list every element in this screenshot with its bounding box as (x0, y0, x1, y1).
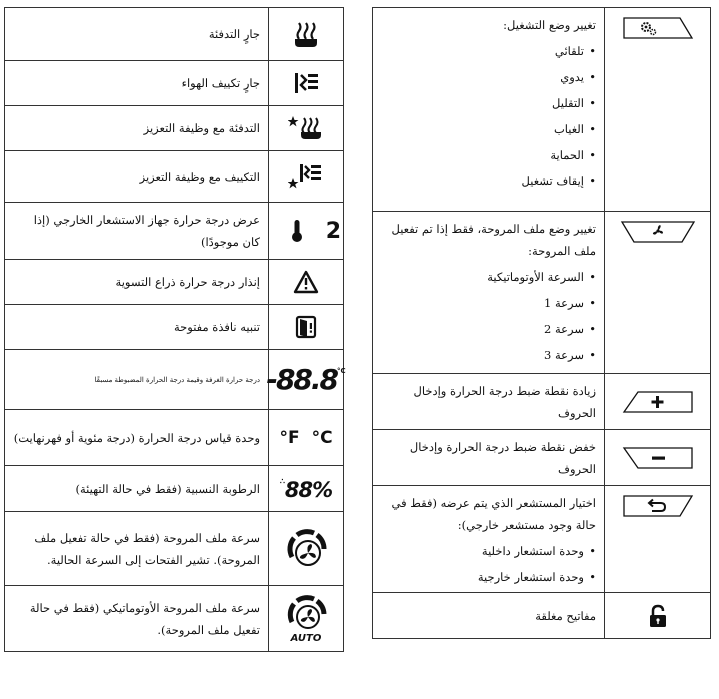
open-window-icon (269, 305, 344, 350)
display-digits: -88.8 (266, 363, 338, 396)
fan-speed-icon (269, 512, 344, 586)
minus-button-icon (605, 430, 711, 486)
back-button-icon (605, 486, 711, 593)
table-row (5, 466, 344, 512)
fan-mode-list (381, 264, 596, 368)
cooling-boost-icon (269, 151, 344, 203)
table-row (5, 512, 344, 586)
row-label: وحدة قياس درجة الحرارة (درجة مئوية أو فهرنهايت) (5, 410, 269, 466)
list-item: • سرعة 2 (381, 316, 596, 342)
row-label: سرعة ملف المروحة الأوتوماتيكي (فقط في حالة تفعيل ملف المروحة). (5, 586, 269, 652)
table-row (5, 586, 344, 652)
table-row (5, 305, 344, 350)
celsius-symbol: °C (311, 427, 333, 448)
fan-description (373, 212, 605, 374)
table-row (5, 106, 344, 151)
mode-button-icon (605, 8, 711, 212)
row-label: اختيار المستشعر الذي يتم عرضه (فقط في حالة وجود مستشعر خارجي): (391, 496, 596, 532)
padlock-icon (605, 593, 711, 639)
list-item: • وحدة استشعار خارجية (381, 564, 596, 590)
table-row (5, 410, 344, 466)
buttons-table (372, 7, 711, 639)
row-label: درجة حرارة الغرفة وقيمة درجة الحرارة المضبوطة مسبقًا (5, 350, 269, 410)
warning-icon (269, 260, 344, 305)
row-label: إنذار درجة حرارة ذراع التسوية (5, 260, 269, 305)
row-label: تغيير وضع التشغيل: (503, 18, 596, 32)
table-row (373, 374, 711, 430)
table-row (5, 350, 344, 410)
list-item: • السرعة الأوتوماتيكية (381, 264, 596, 290)
table-row (373, 8, 711, 212)
list-item: • الغياب (381, 116, 596, 142)
heating-boost-icon (269, 106, 344, 151)
plus-button-icon (605, 374, 711, 430)
row-label: مفاتيح مغلقة (373, 593, 605, 639)
row-label: تنبيه نافذة مفتوحة (5, 305, 269, 350)
fan-button-icon (605, 212, 711, 374)
list-item: • التقليل (381, 90, 596, 116)
table-row (373, 486, 711, 593)
auto-label: AUTO (290, 632, 322, 644)
list-item: • سرعة 1 (381, 290, 596, 316)
humidity-drops-icon: ∴ (279, 475, 285, 486)
display-unit: °C (337, 367, 346, 375)
mode-list (381, 38, 596, 194)
row-label: عرض درجة حرارة جهاز الاستشعار الخارجي (إذا كان موجودًا) (5, 203, 269, 260)
list-item: • إيقاف تشغيل (381, 168, 596, 194)
row-label: تغيير وضع ملف المروحة، فقط إذا تم تفعيل ملف المروحة: (391, 222, 596, 258)
sensor-list (381, 538, 596, 590)
table-row (5, 203, 344, 260)
sensor-description (373, 486, 605, 593)
fahrenheit-symbol: °F (279, 427, 300, 448)
table-row (5, 61, 344, 106)
row-label: جارٍ التدفئة (5, 8, 269, 61)
seven-segment-display-icon (266, 350, 346, 410)
table-row (5, 151, 344, 203)
humidity-icon (269, 466, 344, 512)
table-row (5, 260, 344, 305)
humidity-value: 88% (284, 477, 333, 502)
list-item: • وحدة استشعار داخلية (381, 538, 596, 564)
sensor-number: 2 (325, 218, 341, 244)
temperature-unit-icon (269, 410, 344, 466)
table-row (373, 212, 711, 374)
row-label: التكييف مع وظيفة التعزيز (5, 151, 269, 203)
row-label: التدفئة مع وظيفة التعزيز (5, 106, 269, 151)
mode-description (373, 8, 605, 212)
row-label: خفض نقطة ضبط درجة الحرارة وإدخال الحروف (373, 430, 605, 486)
table-row (373, 430, 711, 486)
external-sensor-icon (269, 203, 344, 260)
list-item: • الحماية (381, 142, 596, 168)
table-row (373, 593, 711, 639)
row-label: زيادة نقطة ضبط درجة الحرارة وإدخال الحروف (373, 374, 605, 430)
list-item: • تلقائي (381, 38, 596, 64)
thermometer-icon (291, 219, 303, 243)
cooling-icon (269, 61, 344, 106)
row-label: الرطوبة النسبية (فقط في حالة التهيئة) (5, 466, 269, 512)
row-label: جارٍ تكييف الهواء (5, 61, 269, 106)
list-item: • يدوي (381, 64, 596, 90)
heating-icon (269, 8, 344, 61)
row-label: سرعة ملف المروحة (فقط في حالة تفعيل ملف المروحة). تشير الفتحات إلى السرعة الحالية. (5, 512, 269, 586)
display-symbols-table (4, 7, 344, 652)
list-item: • سرعة 3 (381, 342, 596, 368)
fan-auto-icon (269, 586, 344, 652)
table-row (5, 8, 344, 61)
